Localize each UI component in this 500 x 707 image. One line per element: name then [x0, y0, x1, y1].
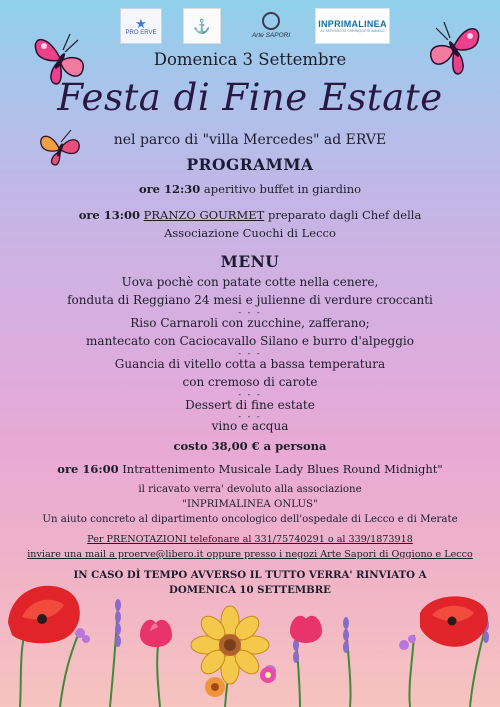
event-venue: nel parco di "villa Mercedes" ad ERVE: [113, 132, 387, 148]
menu-separator: - - -: [238, 308, 262, 317]
menu-line: Riso Carnaroli con zucchine, zafferano;: [130, 316, 370, 330]
charity-association: "INPRIMALINEA ONLUS": [182, 499, 318, 510]
menu-line: mantecato con Caciocavallo Silano e burro d'alpeggio: [86, 334, 414, 348]
butterfly-icon: [426, 18, 484, 80]
menu-separator: - - -: [238, 349, 262, 358]
program-item-pranzo-line2: Associazione Cuochi di Lecco: [164, 226, 336, 240]
weather-notice: IN CASO DÌ TEMPO AVVERSO IL TUTTO VERRA' RINVIATO A: [73, 569, 427, 581]
menu-line: con cremoso di carote: [182, 375, 318, 389]
menu-line: Dessert di fine estate: [185, 398, 315, 412]
booking-phone: Per PRENOTAZIONI telefonare al 331/75740291 o al 339/1873918: [87, 534, 413, 545]
weather-date: DOMENICA 10 SETTEMBRE: [169, 584, 331, 596]
poppy-left-icon: [8, 586, 80, 643]
menu-line: Guancia di vitello cotta a bassa temperatura: [114, 357, 386, 371]
menu-line: vino e acqua: [211, 419, 289, 433]
booking-email: inviare una mail a proerve@libero.it oppure presso i negozi Arte Sapori di Oggiono e Lecco: [27, 549, 473, 560]
programma-heading: PROGRAMMA: [186, 155, 314, 174]
program-item-music: ore 16:00 Intrattenimento Musicale Lady Blues Round Midnight": [57, 462, 443, 476]
event-date: Domenica 3 Settembre: [153, 50, 347, 69]
charity-line: il ricavato verra' devoluto alla associazione: [138, 484, 362, 495]
menu-separator: - - -: [238, 390, 262, 399]
program-item-pranzo: ore 13:00 PRANZO GOURMET preparato dagli Chef della: [78, 208, 422, 222]
menu-separator: - - -: [238, 412, 262, 421]
program-item-aperitivo: ore 12:30 aperitivo buffet in giardino: [138, 182, 362, 196]
flower-border-decoration: [0, 575, 500, 707]
arte-sapori-logo: Arte SAPORI: [250, 8, 292, 42]
event-title: Festa di Fine Estate: [57, 76, 443, 119]
proerve-logo: ★ PRO ERVE: [120, 8, 162, 44]
proerve-mark-icon: ★: [135, 15, 147, 31]
menu-heading: MENU: [220, 252, 280, 271]
inprimalinea-logo: INPRIMALINEA AL SERVIZIO DI CHIUNQUE SI AMMALI: [315, 8, 390, 44]
menu-price: costo 38,00 € a persona: [173, 439, 327, 453]
spiral-icon: [262, 12, 280, 30]
lighthouse-icon: ⚓: [193, 17, 211, 34]
charity-line: Un aiuto concreto al dipartimento oncologico dell'ospedale di Lecco e di Merate: [42, 514, 458, 525]
village-logo: [183, 8, 221, 44]
menu-line: fonduta di Reggiano 24 mesi e julienne di verdure croccanti: [67, 293, 433, 307]
menu-line: Uova pochè con patate cotte nella cenere,: [121, 275, 379, 289]
